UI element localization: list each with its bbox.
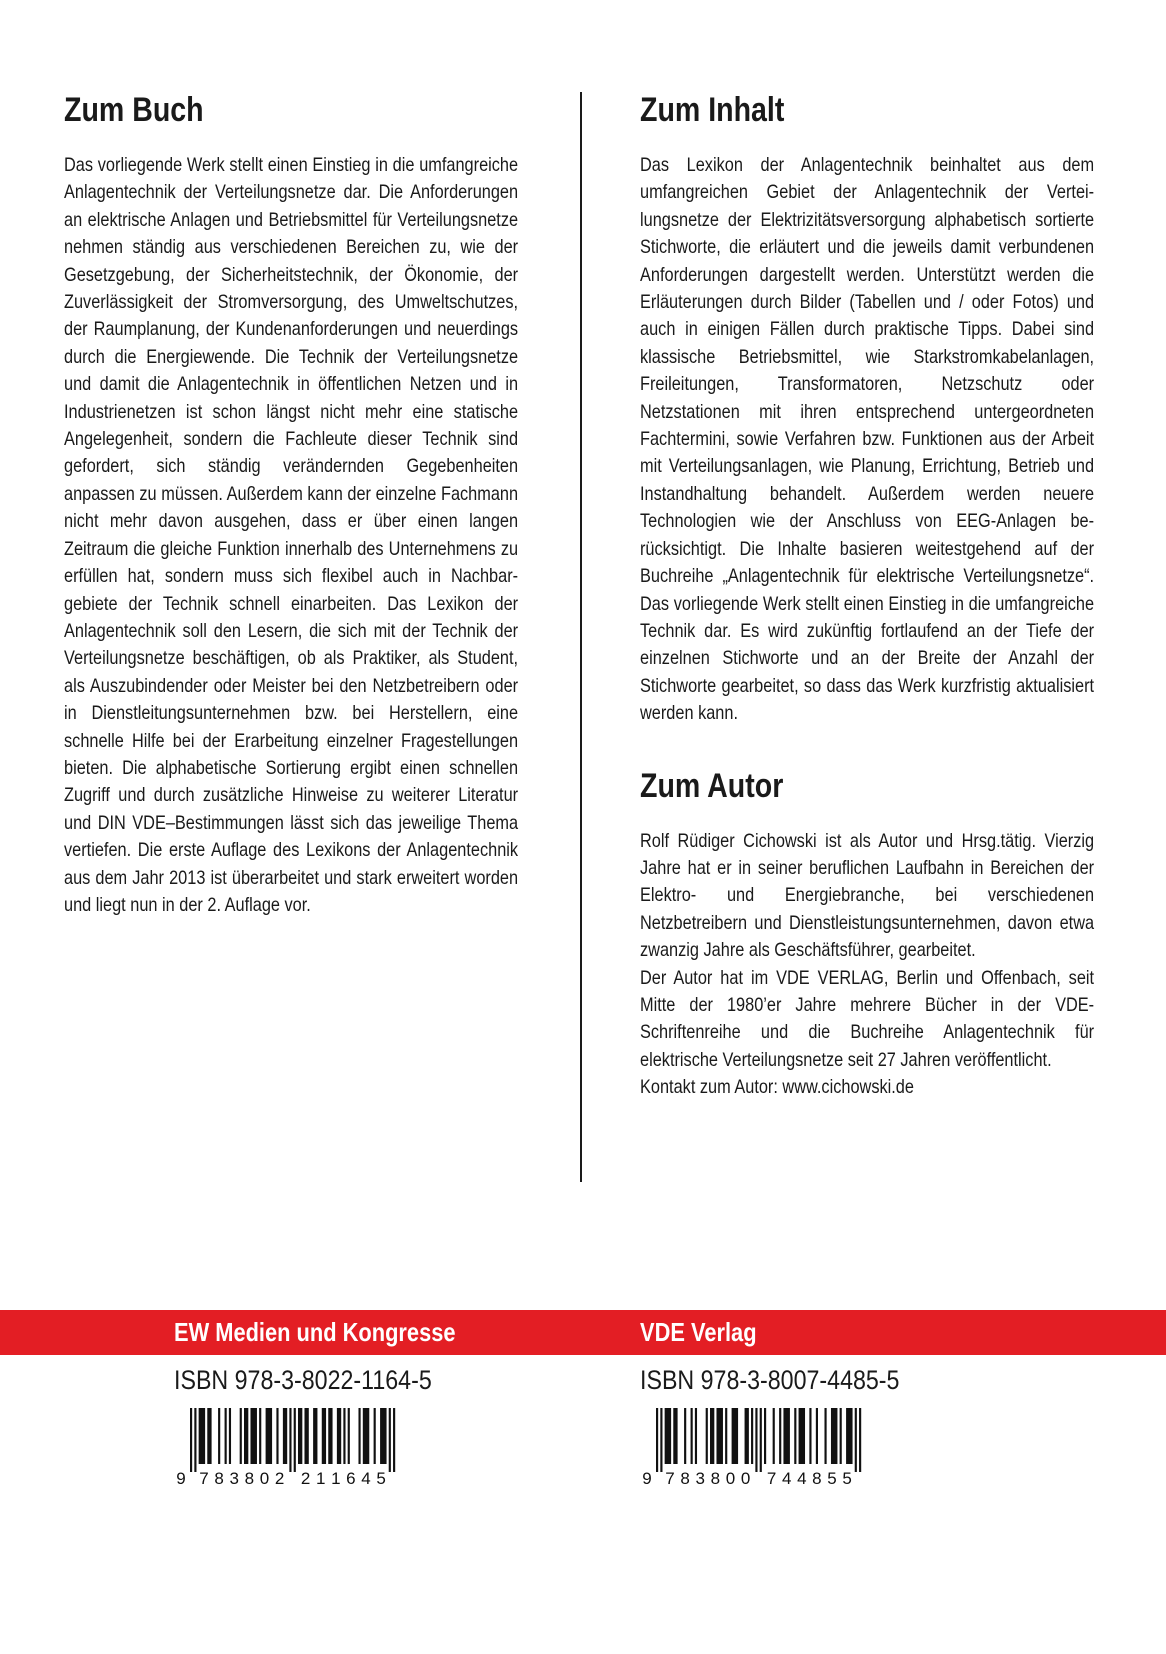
- autor-books-paragraph: Der Autor hat im VDE VERLAG, Berlin und Offenbach, seit Mitte der 1980’er Jahre mehrere Bücher in der VDE-Schriftenreihe und die Buchreihe Anlagentechnik für elektrische Verteilungsnetze seit 27 Jahren veröffentlicht.: [640, 966, 1095, 1071]
- barcode-digit-3: 3: [695, 1469, 706, 1488]
- barcode-digit-2: 8: [680, 1469, 690, 1488]
- barcode-bar-24: [824, 1408, 826, 1464]
- zum-inhalt-paragraph: Das Lexikon der Anlagentechnik beinhaltet aus dem umfangreichen Gebiet der Anlagentechnik der Verteilungsnetze der Elektrizitätsversorgung alphabetisch sortierte Stichworte, die erläutert und die jeweils damit verbundenen Anforderungen dargestellt werden. Unterstützt werden die Erläuterungen durch Bilder (Tabellen und / oder Fotos) und auch in einigen Fällen durch praktische Tipps. Dabei sind klassische Betriebsmittel, wie Starkstromkabelanlagen, Freileitungen, Transformatoren, Netzschutz oder Netzstationen mit ihren entsprechend untergeordneten Fachtermini, sowie Verfahren bzw. Funktionen aus der Arbeit mit Verteilungsanlagen, wie Planung, Errichtung, Betrieb und Instandhaltung behandelt. Außerdem werden neuere Technologien wie der Anschluss von EEG-Anlagen berücksichtigt. Die Inhalte basieren weitestgehend auf der Buchreihe „Anlagentechnik für elektrische Verteilungsnetze“. Das vorliegende Werk stellt einen Einstieg in die umfangreiche Technik dar. Es wird zukünftig fortlaufend an der Tiefe der einzelnen Stichworte und an der Breite der Anzahl der Stichworte gearbeitet, so dass das Werk kurzfristig aktualisiert werden kann.: [640, 154, 1095, 725]
- publisher-name-right: VDE Verlag: [640, 1317, 757, 1347]
- barcode-digit-10: 6: [346, 1469, 356, 1488]
- barcode-bar-0: [656, 1408, 658, 1472]
- barcode-bar-15: [294, 1408, 296, 1472]
- barcode-digit-6: 0: [740, 1469, 751, 1488]
- barcode-bar-5: [691, 1408, 693, 1464]
- barcode-bar-20: [794, 1408, 796, 1464]
- barcode-bar-2: [665, 1408, 671, 1464]
- barcode-bar-7: [240, 1408, 242, 1464]
- barcode-bar-11: [266, 1408, 272, 1464]
- barcode-bar-19: [783, 1408, 789, 1464]
- barcode-digit-9: 1: [331, 1469, 341, 1488]
- barcode-digit-11: 4: [361, 1469, 371, 1488]
- barcode-digit-1: 7: [665, 1469, 675, 1488]
- barcode-bar-4: [218, 1408, 220, 1464]
- zum-autor-text-block: [640, 828, 1094, 1102]
- barcode-bar-7: [706, 1408, 708, 1464]
- barcode-bar-17: [304, 1408, 308, 1464]
- barcode-right: [640, 1404, 880, 1494]
- barcode-bar-17: [773, 1408, 775, 1464]
- heading-zum-inhalt: Zum Inhalt: [640, 91, 785, 129]
- barcode-bar-27: [846, 1408, 852, 1464]
- barcode-bar-22: [343, 1408, 345, 1464]
- barcode-bar-23: [348, 1408, 350, 1464]
- barcode-digit-3: 3: [229, 1469, 240, 1488]
- barcode-bar-15: [760, 1408, 762, 1472]
- barcode-bar-26: [374, 1408, 376, 1464]
- barcode-bar-19: [322, 1408, 326, 1464]
- barcode-bar-14: [289, 1408, 291, 1472]
- barcode-bar-28: [389, 1408, 391, 1472]
- barcode-bar-11: [732, 1408, 738, 1464]
- barcode-digit-8: 4: [781, 1469, 792, 1488]
- barcode-bar-29: [393, 1408, 395, 1472]
- zum-inhalt-text-block: [640, 152, 1094, 728]
- barcode-bar-20: [328, 1408, 332, 1464]
- barcode-bar-24: [358, 1408, 360, 1464]
- barcode-bar-12: [276, 1408, 278, 1464]
- publisher-name-left: EW Medien und Kongresse: [174, 1317, 456, 1347]
- barcode-bar-29: [859, 1408, 861, 1472]
- barcode-bar-4: [684, 1408, 686, 1464]
- barcode-bar-14: [755, 1408, 757, 1472]
- barcode-bar-0: [190, 1408, 192, 1472]
- right-column: [640, 88, 1094, 1102]
- barcode-bar-12: [745, 1408, 749, 1464]
- barcode-digit-4: 8: [244, 1469, 255, 1488]
- barcode-digit-7: 7: [766, 1469, 777, 1488]
- barcode-left: [174, 1404, 414, 1494]
- barcode-bar-3: [207, 1408, 211, 1464]
- barcode-digit-8: 1: [315, 1469, 326, 1488]
- barcode-bar-1: [194, 1408, 196, 1472]
- barcode-bar-10: [725, 1408, 727, 1464]
- barcode-digit-0: 9: [176, 1469, 186, 1488]
- barcode-bar-25: [831, 1408, 837, 1464]
- barcode-digit-1: 7: [199, 1469, 209, 1488]
- barcode-bar-6: [695, 1408, 697, 1464]
- barcode-bar-21: [337, 1408, 341, 1464]
- isbn-left: ISBN 978-3-8022-1164-5: [174, 1365, 432, 1395]
- barcode-bar-16: [298, 1408, 302, 1464]
- barcode-digit-12: 5: [842, 1469, 852, 1488]
- barcode-bar-9: [250, 1408, 256, 1464]
- barcode-bar-6: [229, 1408, 231, 1464]
- barcode-bar-3: [673, 1408, 677, 1464]
- barcode-bar-8: [710, 1408, 714, 1464]
- barcode-bar-28: [855, 1408, 857, 1472]
- heading-zum-autor: Zum Autor: [640, 766, 784, 805]
- barcode-digit-6: 2: [274, 1469, 285, 1488]
- barcode-bar-5: [225, 1408, 227, 1464]
- barcode-digit-7: 2: [300, 1469, 311, 1488]
- barcode-bar-8: [244, 1408, 248, 1464]
- barcode-bar-18: [779, 1408, 781, 1464]
- barcode-bar-16: [764, 1408, 766, 1464]
- barcode-bar-27: [380, 1408, 386, 1464]
- barcode-bar-13: [751, 1408, 753, 1464]
- barcode-digit-9: 4: [797, 1469, 807, 1488]
- barcode-digit-0: 9: [642, 1469, 652, 1488]
- zum-buch-text-block: [64, 152, 518, 919]
- barcode-bar-26: [840, 1408, 842, 1464]
- left-column: [64, 88, 518, 919]
- barcode-digit-12: 5: [376, 1469, 386, 1488]
- barcode-digit-5: 0: [725, 1469, 736, 1488]
- column-divider: [580, 92, 582, 1182]
- autor-contact-line: Kontakt zum Autor: www.cichowski.de: [640, 1076, 914, 1099]
- zum-buch-paragraph: Das vorliegende Werk stellt einen Einstieg in die umfangreiche Anlagentechnik der Verteilungsnetze dar. Die Anforderungen an elektrische Anlagen und Betriebsmittel für Verteilungsnetze nehmen ständig aus verschiedenen Bereichen zu, wie der Gesetzgebung, der Sicherheitstechnik, der Ökonomie, der Zuverlässigkeit der Stromversorgung, des Umweltschutzes, der Raumplanung, der Kundenanforderungen und neuerdings durch die Energiewende. Die Technik der Verteilungsnetze und damit die Anlagentechnik in öffentlichen Netzen und in Industrienetzen ist schon längst nicht mehr eine statische Angelegenheit, sondern die Fachleute dieser Technik sind gefordert, sich ständig verändernden Gegebenheiten anpassen zu müssen. Außerdem kann der einzelne Fachmann nicht mehr davon ausgehen, dass er über einen langen Zeitraum die gleiche Funktion innerhalb des Unternehmens zu erfüllen hat, sondern muss sich flexibel auch in Nachbargebiete der Technik schnell einarbeiten. Das Lexikon der Anlagentechnik soll den Lesern, die sich mit der Technik der Verteilungsnetze beschäftigen, ob als Praktiker, als Student, als Auszubindender oder Meister bei den Netzbetreibern oder in Dienstleitungsunternehmen bzw. bei Herstellern, eine schnelle Hilfe bei der Erarbeitung einzelner Fragestellungen bieten. Die alphabetische Sortierung ergibt einen schnellen Zugriff und durch zusätzliche Hinweise zu weiterer Literatur und DIN VDE–Bestimmungen lässt sich das jeweilige Thema vertiefen. Die erste Auflage des Lexikons der Anlagentechnik aus dem Jahr 2013 ist überarbeitet und stark erweitert worden und liegt nun in der 2. Auflage vor.: [64, 154, 519, 916]
- barcode-bar-18: [313, 1408, 317, 1464]
- barcode-bar-10: [259, 1408, 261, 1464]
- barcode-bar-9: [716, 1408, 722, 1464]
- barcode-bar-2: [199, 1408, 205, 1464]
- barcode-bar-23: [816, 1408, 818, 1464]
- barcode-digit-11: 5: [827, 1469, 837, 1488]
- barcode-bar-21: [799, 1408, 805, 1464]
- heading-zum-buch: Zum Buch: [64, 91, 204, 129]
- barcode-digit-4: 8: [710, 1469, 721, 1488]
- barcode-bar-25: [363, 1408, 369, 1464]
- autor-bio-paragraph: Rolf Rüdiger Cichowski ist als Autor und Hrsg.tätig. Vierzig Jahre hat er in seiner beruflichen Laufbahn in Bereichen der Elektro- und Energiebranche, bei verschiedenen Netzbetreibern und Dienstleistungsunternehmen, davon etwa zwanzig Jahre als Geschäftsführer, gearbeitet.: [640, 829, 1095, 962]
- barcode-bar-22: [809, 1408, 811, 1464]
- barcode-digit-2: 8: [214, 1469, 224, 1488]
- barcode-bar-13: [283, 1408, 287, 1464]
- isbn-right: ISBN 978-3-8007-4485-5: [640, 1365, 900, 1395]
- barcode-bar-1: [660, 1408, 662, 1472]
- barcode-digit-5: 0: [259, 1469, 270, 1488]
- barcode-digit-10: 8: [812, 1469, 822, 1488]
